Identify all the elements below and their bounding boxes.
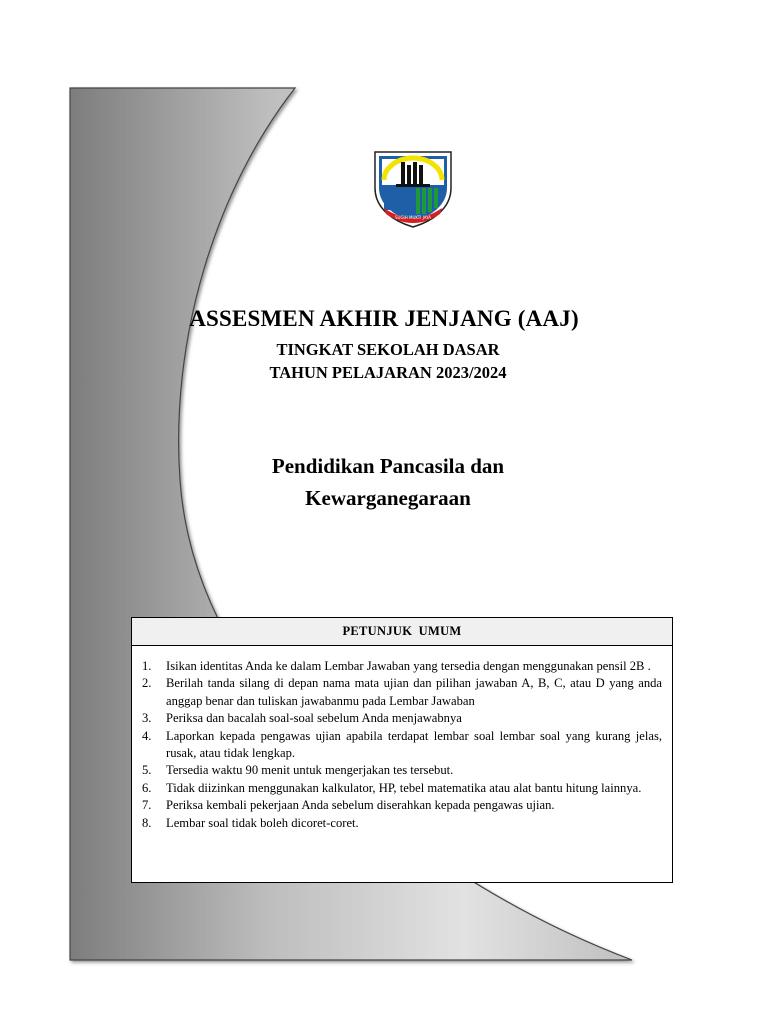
- academic-year: TAHUN PELAJARAN 2023/2024: [269, 363, 507, 382]
- emblem-motto: SUGIH MUKTI JAYA: [394, 215, 432, 220]
- instruction-item: 4. Laporkan kepada pengawas ujian apabila terdapat lembar soal lembar soal yang kurang jelas, rusak, atau tidak lengkap.: [142, 728, 662, 761]
- instruction-item: 8. Lembar soal tidak boleh dicoret-coret.: [142, 815, 359, 830]
- subject-title-line-1: Pendidikan Pancasila dan: [271, 454, 505, 478]
- instructions-list: [142, 658, 662, 832]
- instruction-item: 5. Tersedia waktu 90 menit untuk mengerjakan tes tersebut.: [142, 763, 454, 778]
- school-level: TINGKAT SEKOLAH DASAR: [276, 340, 500, 359]
- instruction-item: 2. Berilah tanda silang di depan nama mata ujian dan pilihan jawaban A, B, C, atau D yang anda anggap benar dan tuliskan jawabanmu pada Lembar Jawaban: [142, 676, 662, 708]
- instruction-item: 6. Tidak diizinkan menggunakan kalkulator, HP, tebel matematika atau alat bantu hitung lainnya.: [142, 780, 642, 795]
- regional-emblem-icon: [370, 148, 456, 228]
- instructions-heading: PETUNJUK UMUM: [132, 618, 672, 646]
- subject-title-line-2: Kewarganegaraan: [305, 486, 471, 510]
- instruction-item: 1. Isikan identitas Anda ke dalam Lembar Jawaban yang tersedia dengan menggunakan pensil 2B .: [142, 659, 651, 673]
- instruction-item: 3. Periksa dan bacalah soal-soal sebelum Anda menjawabnya: [142, 711, 462, 726]
- general-instructions-box: [131, 617, 673, 883]
- instruction-item: 7. Periksa kembali pekerjaan Anda sebelum diserahkan kepada pengawas ujian.: [142, 798, 555, 813]
- exam-title: ASSESMEN AKHIR JENJANG (AAJ): [189, 306, 579, 331]
